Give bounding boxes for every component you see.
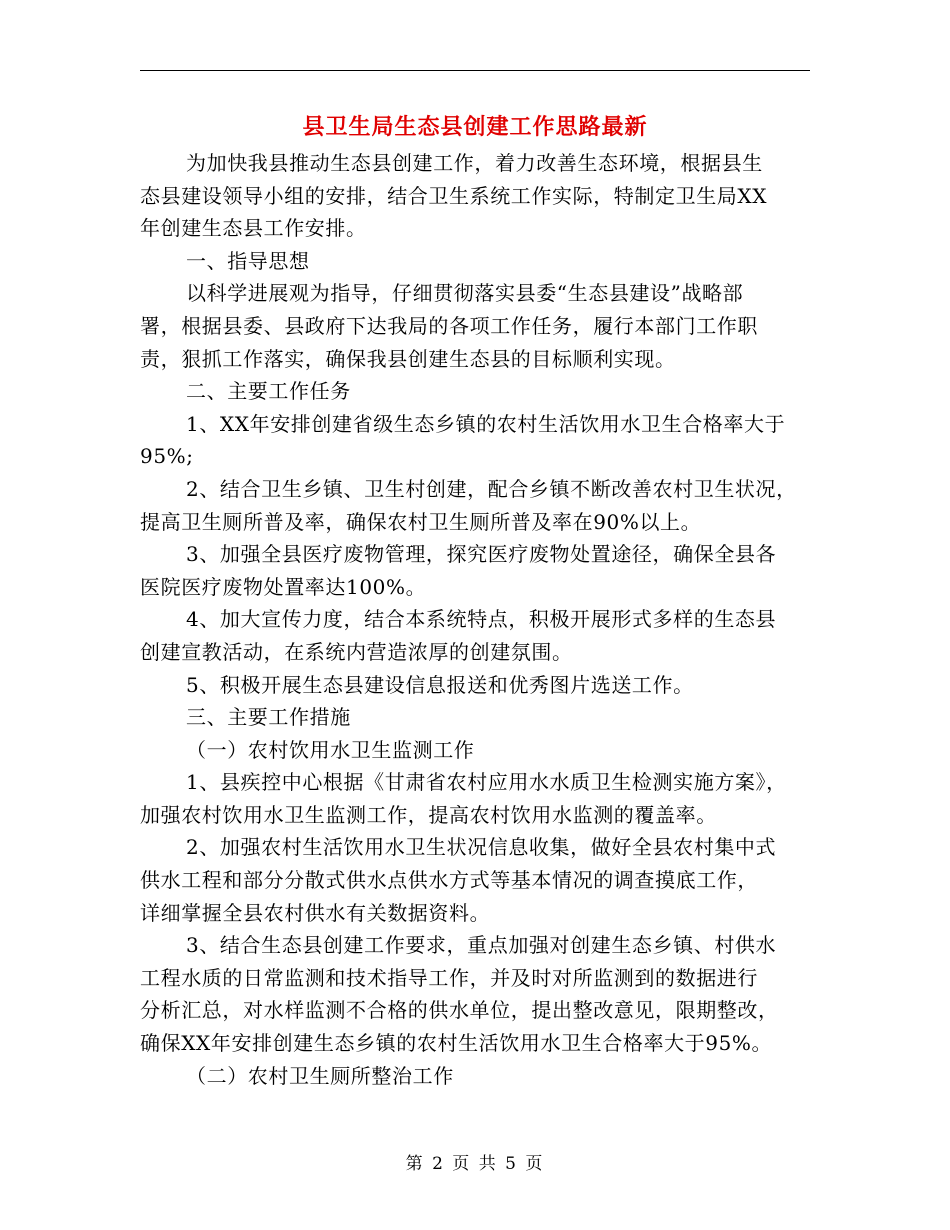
paragraph-line: 为加快我县推动生态县创建工作，着力改善生态环境，根据县生 [186,151,763,175]
paragraph-line: 确保XX年安排创建生态乡镇的农村生活饮用水卫生合格率大于95%。 [140,1031,773,1056]
paragraph-line: 5、积极开展生态县建设信息报送和优秀图片选送工作。 [186,672,694,697]
paragraph-line: 医院医疗废物处置率达100%。 [140,574,427,599]
paragraph-line: 1、县疾控中心根据《甘肃省农村应用水水质卫生检测实施方案》， [186,770,787,795]
paragraph-line: 1、XX年安排创建省级生态乡镇的农村生活饮用水卫生合格率大于 [186,411,786,436]
paragraph-line: 供水工程和部分分散式供水点供水方式等基本情况的调查摸底工作， [140,868,758,893]
paragraph-line: 年创建生态县工作安排。 [140,216,367,241]
paragraph-line: （二）农村卫生厕所整治工作 [186,1063,454,1088]
paragraph-line: 一、指导思想 [186,248,310,273]
paragraph-line: 工程水质的日常监测和技术指导工作，并及时对所监测到的数据进行 [140,965,758,990]
paragraph-line: 分析汇总，对水样监测不合格的供水单位，提出整改意见，限期整改， [140,998,779,1023]
paragraph-line: （一）农村饮用水卫生监测工作 [186,737,475,762]
paragraph-line: 态县建设领导小组的安排，结合卫生系统工作实际，特制定卫生局XX [140,183,768,208]
paragraph-line: 署，根据县委、县政府下达我局的各项工作任务，履行本部门工作职 [140,313,758,338]
paragraph-line: 创建宣教活动，在系统内营造浓厚的创建氛围。 [140,639,573,664]
paragraph-line: 责，狠抓工作落实，确保我县创建生态县的目标顺利实现。 [140,346,676,371]
paragraph-line: 3、结合生态县创建工作要求，重点加强对创建生态乡镇、村供水 [186,933,777,958]
document-body [140,147,810,1092]
paragraph-line: 详细掌握全县农村供水有关数据资料。 [140,900,491,925]
paragraph-line: 95%; [140,444,194,469]
paragraph-line: 提高卫生厕所普及率，确保农村卫生厕所普及率在90%以上。 [140,509,702,534]
paragraph-line: 以科学进展观为指导，仔细贯彻落实县委“生态县建设”战略部 [186,281,744,306]
paragraph-line: 2、加强农村生活饮用水卫生状况信息收集，做好全县农村集中式 [186,835,777,860]
paragraph-line: 4、加大宣传力度，结合本系统特点，积极开展形式多样的生态县 [186,607,777,632]
paragraph-line: 加强农村饮用水卫生监测工作，提高农村饮用水监测的覆盖率。 [140,802,717,827]
paragraph-line: 2、结合卫生乡镇、卫生村创建，配合乡镇不断改善农村卫生状况， [186,476,797,501]
document-title: 县卫生局生态县创建工作思路最新 [302,114,648,140]
page-number-footer: 第 2 页 共 5 页 [405,1154,545,1174]
header-rule [140,70,810,71]
paragraph-line: 二、主要工作任务 [186,379,351,404]
paragraph-line: 3、加强全县医疗废物管理，探究医疗废物处置途径，确保全县各 [186,542,777,567]
paragraph-line: 三、主要工作措施 [186,705,351,730]
